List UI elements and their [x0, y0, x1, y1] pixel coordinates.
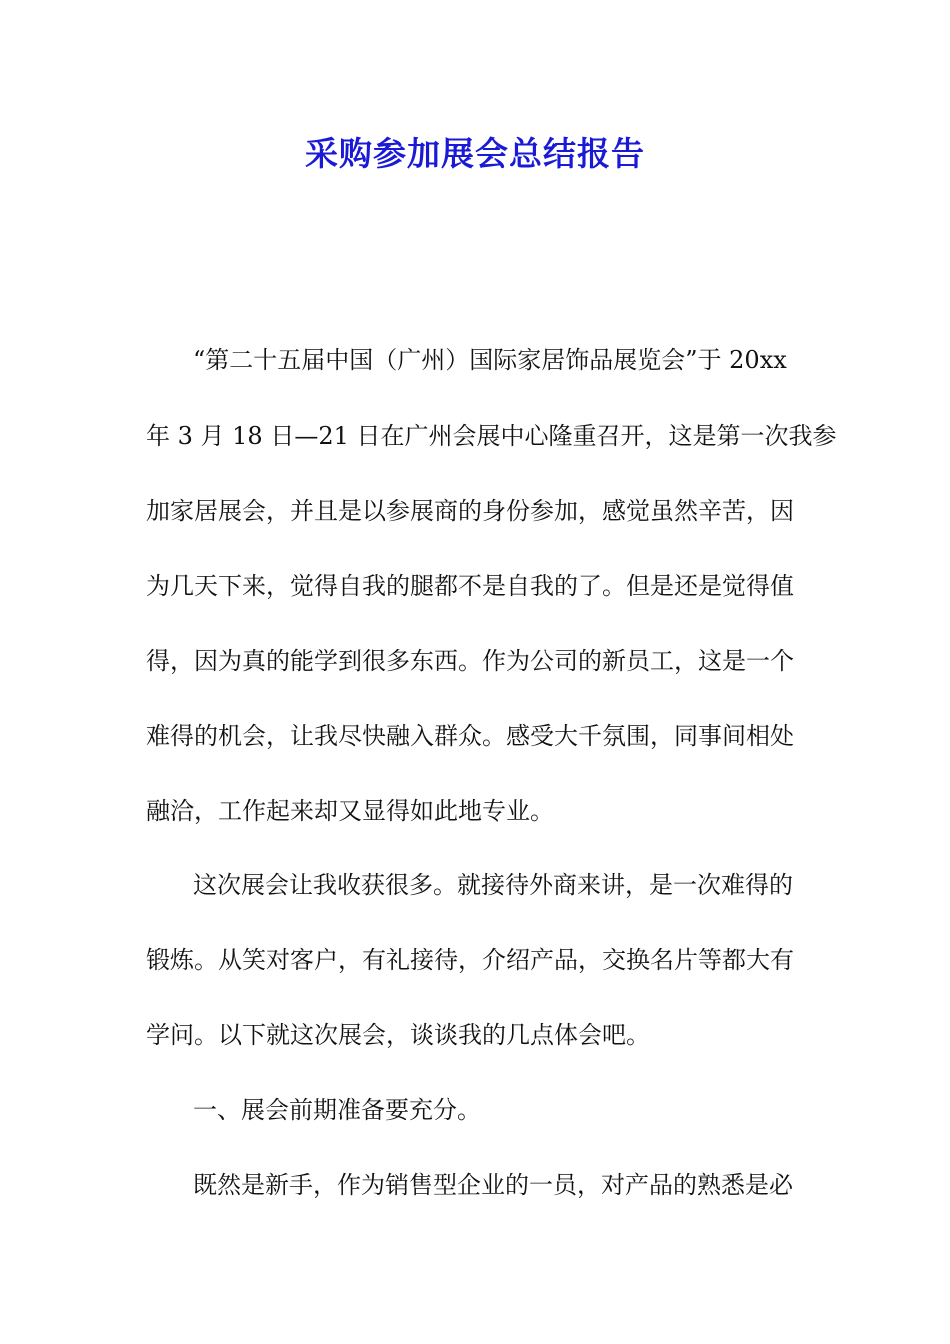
- paragraph-1-line-3: 加家居展会，并且是以参展商的身份参加，感觉虽然辛苦，因: [146, 497, 794, 525]
- paragraph-1-line-7: 融洽，工作起来却又显得如此地专业。: [146, 797, 554, 825]
- paragraph-1-line-6: 难得的机会，让我尽快融入群众。感受大千氛围，同事间相处: [146, 722, 794, 750]
- paragraph-1-line-4: 为几天下来，觉得自我的腿都不是自我的了。但是还是觉得值: [146, 572, 794, 600]
- paragraph-1-line-5: 得，因为真的能学到很多东西。作为公司的新员工，这是一个: [146, 647, 794, 675]
- paragraph-2-line-1: 这次展会让我收获很多。就接待外商来讲，是一次难得的: [193, 871, 793, 899]
- section-heading-1: 一、展会前期准备要充分。: [193, 1096, 481, 1124]
- paragraph-1-line-2: 年 3 月 18 日—21 日在广州会展中心隆重召开，这是第一次我参: [146, 422, 837, 450]
- document-title: 采购参加展会总结报告: [305, 134, 645, 173]
- paragraph-2-line-3: 学问。以下就这次展会，谈谈我的几点体会吧。: [146, 1021, 650, 1049]
- paragraph-1-line-1: “第二十五届中国（广州）国际家居饰品展览会”于 20xx: [193, 346, 787, 374]
- paragraph-3-line-1: 既然是新手，作为销售型企业的一员，对产品的熟悉是必: [193, 1171, 793, 1199]
- paragraph-2-line-2: 锻炼。从笑对客户，有礼接待，介绍产品，交换名片等都大有: [146, 946, 794, 974]
